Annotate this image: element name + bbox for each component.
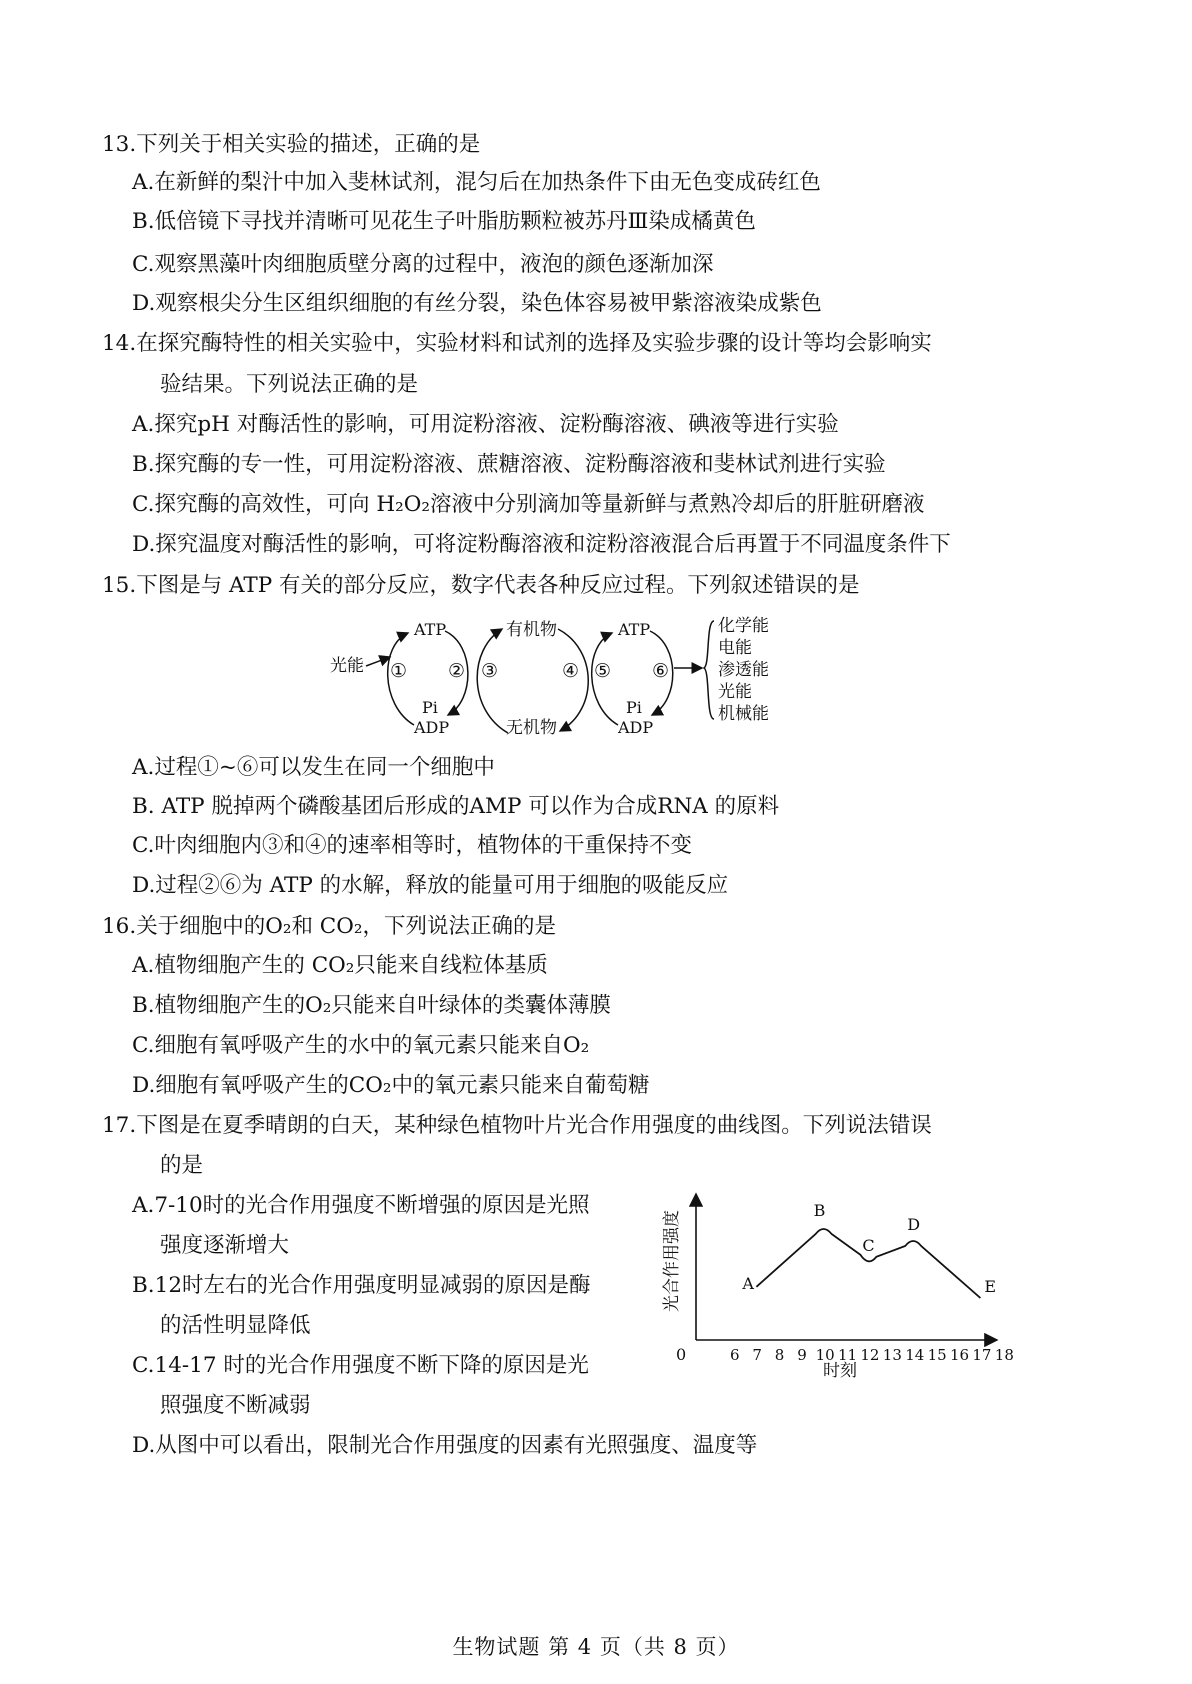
point-label-e: E [984,1277,997,1296]
point-label-b: B [813,1201,826,1220]
q16-option-b: B.植物细胞产生的O₂只能来自叶绿体的类囊体薄膜 [132,993,611,1018]
energy-mechanical: 机械能 [718,704,769,724]
pi-right-label: Pi [626,698,642,717]
q15-option-c: C.叶肉细胞内③和④的速率相等时，植物体的干重保持不变 [132,833,693,858]
process-2-label: ② [448,660,466,682]
organic-matter-label: 有机物 [506,620,557,640]
x-tick-label: 17 [972,1346,992,1364]
x-tick-label: 15 [927,1346,947,1364]
q14-option-d: D.探究温度对酶活性的影响，可将淀粉酶溶液和淀粉溶液混合后再置于不同温度条件下 [132,532,951,557]
q17-option-d: D.从图中可以看出，限制光合作用强度的因素有光照强度、温度等 [132,1433,758,1458]
q13-stem: 13.下列关于相关实验的描述，正确的是 [102,132,481,157]
q16-option-c: C.细胞有氧呼吸产生的水中的氧元素只能来自O₂ [132,1033,590,1058]
x-axis-label: 时刻 [823,1361,857,1381]
x-tick-label: 7 [752,1346,762,1364]
atp-right-label: ATP [618,620,651,639]
q15-option-b: B. ATP 脱掉两个磷酸基团后形成的AMP 可以作为合成RNA 的原料 [132,794,780,819]
energy-osmotic: 渗透能 [718,660,769,680]
x-tick-label: 10 [815,1346,835,1364]
x-tick-label: 8 [774,1346,785,1364]
q14-option-c: C.探究酶的高效性，可向 H₂O₂溶液中分别滴加等量新鲜与煮熟冷却后的肝脏研磨液 [132,492,925,517]
x-tick-label: 16 [950,1346,970,1364]
energy-chemical: 化学能 [718,616,769,636]
light-energy-label: 光能 [330,656,364,676]
page-footer: 生物试题 第 4 页（共 8 页） [452,1635,740,1659]
q16-option-d: D.细胞有氧呼吸产生的CO₂中的氧元素只能来自葡萄糖 [132,1073,650,1098]
q17-stem-line2: 的是 [160,1153,204,1178]
x-tick-label: 12 [860,1346,880,1364]
q15-stem: 15.下图是与 ATP 有关的部分反应，数字代表各种反应过程。下列叙述错误的是 [102,573,860,598]
q14-option-a: A.探究pH 对酶活性的影响，可用淀粉溶液、淀粉酶溶液、碘液等进行实验 [132,412,839,437]
q13-option-a: A.在新鲜的梨汁中加入斐林试剂，混匀后在加热条件下由无色变成砖红色 [132,170,821,195]
q16-option-a: A.植物细胞产生的 CO₂只能来自线粒体基质 [132,953,548,978]
q17-option-c-line1: C.14-17 时的光合作用强度不断下降的原因是光 [132,1353,589,1378]
q14-stem-line2: 验结果。下列说法正确的是 [160,372,419,397]
energy-electric: 电能 [718,638,752,658]
q13-option-d: D.观察根尖分生区组织细胞的有丝分裂，染色体容易被甲紫溶液染成紫色 [132,291,822,316]
q17-option-c-line2: 照强度不断减弱 [160,1393,311,1418]
process-6-label: ⑥ [652,660,670,682]
pi-left-label: Pi [422,698,438,717]
process-1-label: ① [390,660,408,682]
process-5-label: ⑤ [594,660,612,682]
point-label-c: C [862,1235,875,1255]
point-label-a: A [742,1273,754,1293]
adp-left-label: ADP [414,718,450,737]
adp-right-label: ADP [618,718,654,737]
x-tick-label: 14 [905,1346,925,1364]
q15-option-a: A.过程①~⑥可以发生在同一个细胞中 [132,755,495,780]
q13-option-b: B.低倍镜下寻找并清晰可见花生子叶脂肪颗粒被苏丹Ⅲ染成橘黄色 [132,209,756,234]
q17-option-a-line1: A.7-10时的光合作用强度不断增强的原因是光照 [132,1193,590,1218]
y-axis-label: 光合作用强度 [662,1210,682,1312]
inorganic-matter-label: 无机物 [506,718,557,738]
energy-light: 光能 [718,682,752,702]
x-tick-label: 13 [882,1346,902,1364]
q17-option-b-line2: 的活性明显降低 [160,1313,311,1338]
atp-left-label: ATP [414,620,447,639]
x-tick-label: 6 [730,1346,740,1364]
q16-stem: 16.关于细胞中的O₂和 CO₂，下列说法正确的是 [102,914,556,939]
photosynthesis-chart [655,1190,1015,1390]
q17-stem-line1: 17.下图是在夏季晴朗的白天，某种绿色植物叶片光合作用强度的曲线图。下列说法错误 [102,1113,932,1138]
process-4-label: ④ [562,660,580,682]
x-tick-label: 9 [797,1346,807,1364]
q15-option-d: D.过程②⑥为 ATP 的水解，释放的能量可用于细胞的吸能反应 [132,873,729,898]
q17-option-a-line2: 强度逐渐增大 [160,1233,290,1258]
origin-label: 0 [676,1345,687,1364]
q13-option-c: C.观察黑藻叶肉细胞质壁分离的过程中，液泡的颜色逐渐加深 [132,252,714,277]
x-tick-label: 11 [838,1346,858,1364]
atp-reaction-diagram [330,615,850,745]
q14-option-b: B.探究酶的专一性，可用淀粉溶液、蔗糖溶液、淀粉酶溶液和斐林试剂进行实验 [132,452,886,477]
x-tick-label: 18 [994,1346,1014,1364]
q17-option-b-line1: B.12时左右的光合作用强度明显减弱的原因是酶 [132,1273,591,1298]
point-label-d: D [907,1215,921,1234]
q14-stem-line1: 14.在探究酶特性的相关实验中，实验材料和试剂的选择及实验步骤的设计等均会影响实 [102,331,932,356]
process-3-label: ③ [481,660,499,682]
